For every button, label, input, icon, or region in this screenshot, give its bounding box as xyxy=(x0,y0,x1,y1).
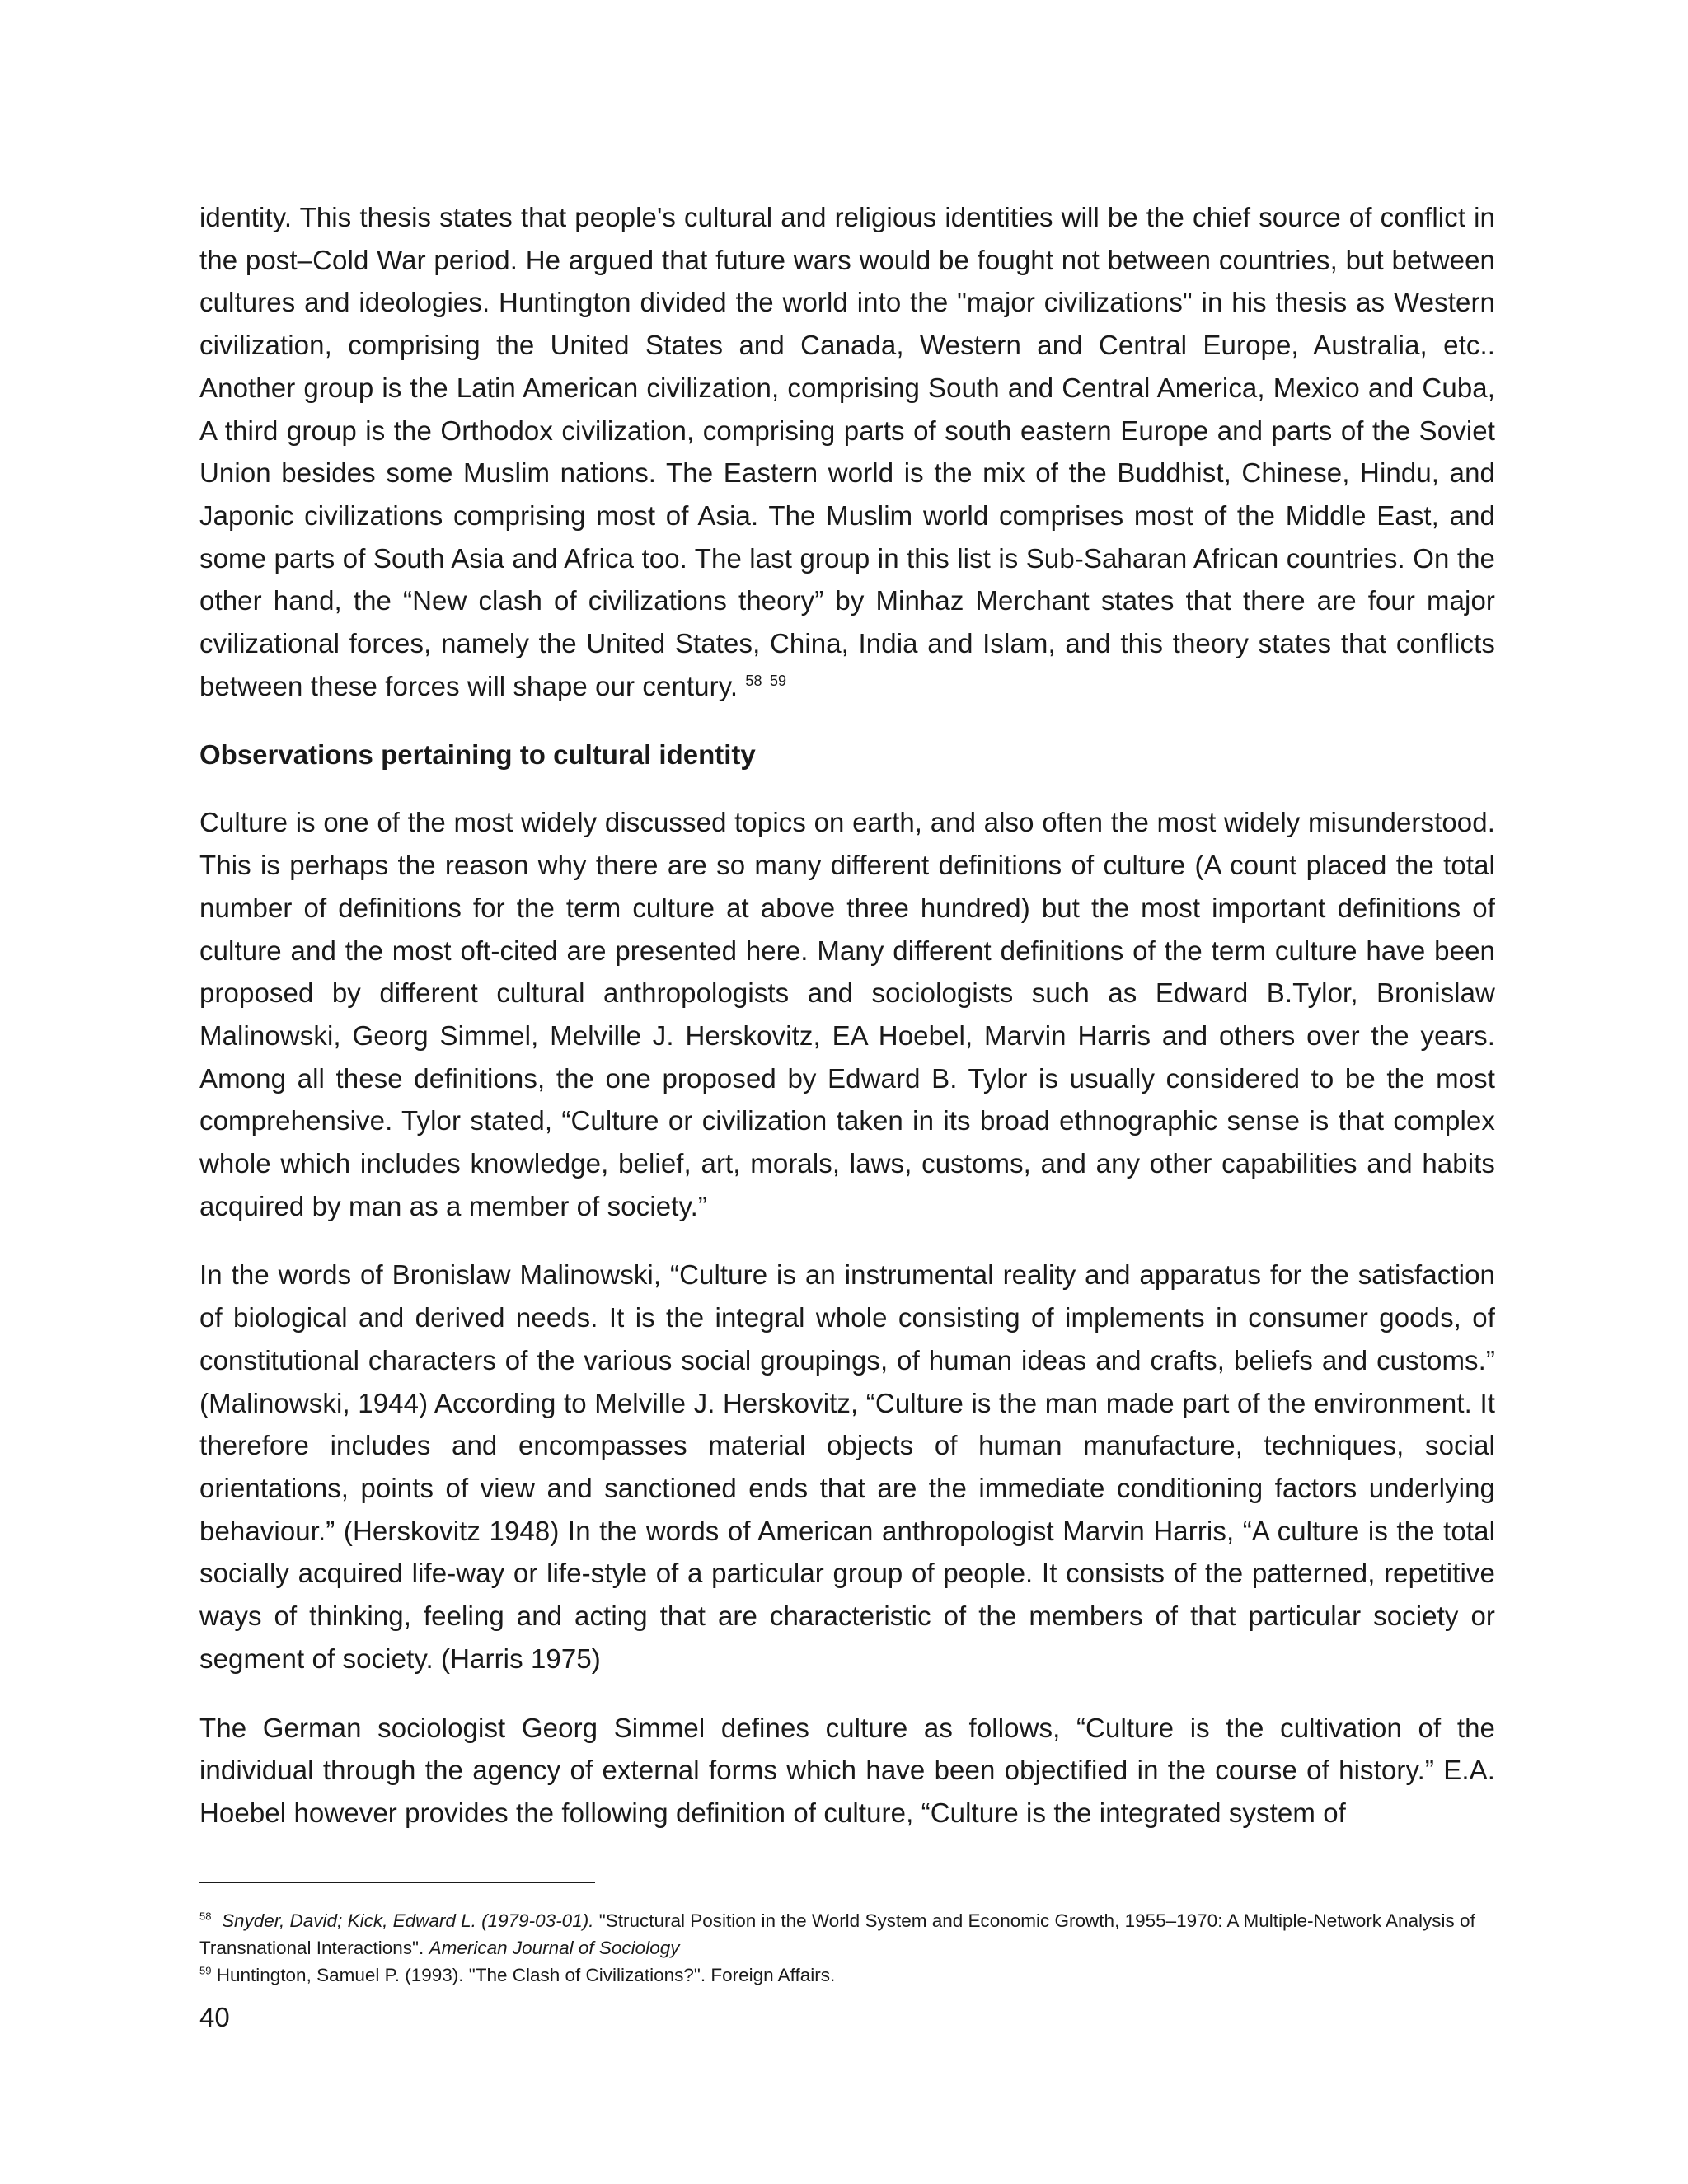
paragraph-text: identity. This thesis states that people's cultural and religious identities will be the chief source of conflict in the post–Cold War period. He argued that future wars would be fought not between countries, but between cultures and ideologies. Huntington divided the world into the "major civilizations" in his thesis as Western civilization, comprising the United States and Canada, Western and Central Europe, Australia, etc.. Another group is the Latin American civilization, comprising South and Central America, Mexico and Cuba, A third group is the Orthodox civilization, comprising parts of south eastern Europe and parts of the Soviet Union besides some Muslim nations. The Eastern world is the mix of the Buddhist, Chinese, Hindu, and Japonic civilizations comprising most of Asia. The Muslim world comprises most of the Middle East, and some parts of South Asia and Africa too. The last group in this list is Sub-Saharan African countries. On the other hand, the “New clash of civilizations theory” by Minhaz Merchant states that there are four major cvilizational forces, namely the United States, China, India and Islam, and this theory states that conflicts between these forces will shape our century. xyxy=(199,202,1495,701)
footnote-number: 59 xyxy=(199,1964,212,1977)
footnotes xyxy=(199,1907,1495,1989)
footnote-59 xyxy=(199,1961,1495,1989)
footnote-ref-58[interactable]: 58 xyxy=(745,672,762,689)
paragraph-malinowski: In the words of Bronislaw Malinowski, “Culture is an instrumental reality and apparatus for the satisfaction of biological and derived needs. It is the integral whole consisting of implements in consumer goods, of constitutional characters of the various social groupings, of human ideas and crafts, beliefs and customs.” (Malinowski, 1944) According to Melville J. Herskovitz, “Culture is the man made part of the environment. It therefore includes and encompasses material objects of human manufacture, techniques, social orientations, points of view and sanctioned ends that are the immediate conditioning factors underlying behaviour.” (Herskovitz 1948) In the words of American anthropologist Marvin Harris, “A culture is the total socially acquired life-way or life-style of a particular group of people. It consists of the patterned, repetitive ways of thinking, feeling and acting that are characteristic of the members of that particular society or segment of society. (Harris 1975) xyxy=(199,1259,1495,1674)
footnote-ref-59[interactable]: 59 xyxy=(769,672,787,689)
footnote-58 xyxy=(199,1907,1495,1961)
footnote-text: Huntington, Samuel P. (1993). "The Clash of Civilizations?". Foreign Affairs. xyxy=(216,1965,836,1985)
footnote-journal: American Journal of Sociology xyxy=(429,1938,680,1958)
footnote-number: 58 xyxy=(199,1910,212,1923)
paragraph-huntington xyxy=(199,196,1495,707)
page-body xyxy=(199,196,1495,1861)
footnote-title: "Structural Position in the World System and Economic Growth, 1955–1970: A Multiple-Network Analysis of Transnational Interactions". xyxy=(199,1910,1475,1958)
page-number: 40 xyxy=(199,2002,230,2032)
paragraph-culture-definitions: Culture is one of the most widely discussed topics on earth, and also often the most widely misunderstood. This is perhaps the reason why there are so many different definitions of culture (A count placed the total number of definitions for the term culture at above three hundred) but the most important definitions of culture and the most oft-cited are presented here. Many different definitions of the term culture have been proposed by different cultural anthropologists and sociologists such as Edward B.Tylor, Bronislaw Malinowski, Georg Simmel, Melville J. Herskovitz, EA Hoebel, Marvin Harris and others over the years. Among all these definitions, the one proposed by Edward B. Tylor is usually considered to be the most comprehensive. Tylor stated, “Culture or civilization taken in its broad ethnographic sense is that complex whole which includes knowledge, belief, art, morals, laws, customs, and any other capabilities and habits acquired by man as a member of society.” xyxy=(199,807,1495,1221)
paragraph-simmel: The German sociologist Georg Simmel defines culture as follows, “Culture is the cultivation of the individual through the agency of external forms which have been objectified in the course of history.” E.A. Hoebel however provides the following definition of culture, “Culture is the integrated system of xyxy=(199,1712,1495,1828)
footnote-authors: Snyder, David; Kick, Edward L. (1979-03-01). xyxy=(221,1910,594,1931)
footnote-separator xyxy=(199,1882,595,1883)
section-heading: Observations pertaining to cultural identity xyxy=(199,739,756,771)
